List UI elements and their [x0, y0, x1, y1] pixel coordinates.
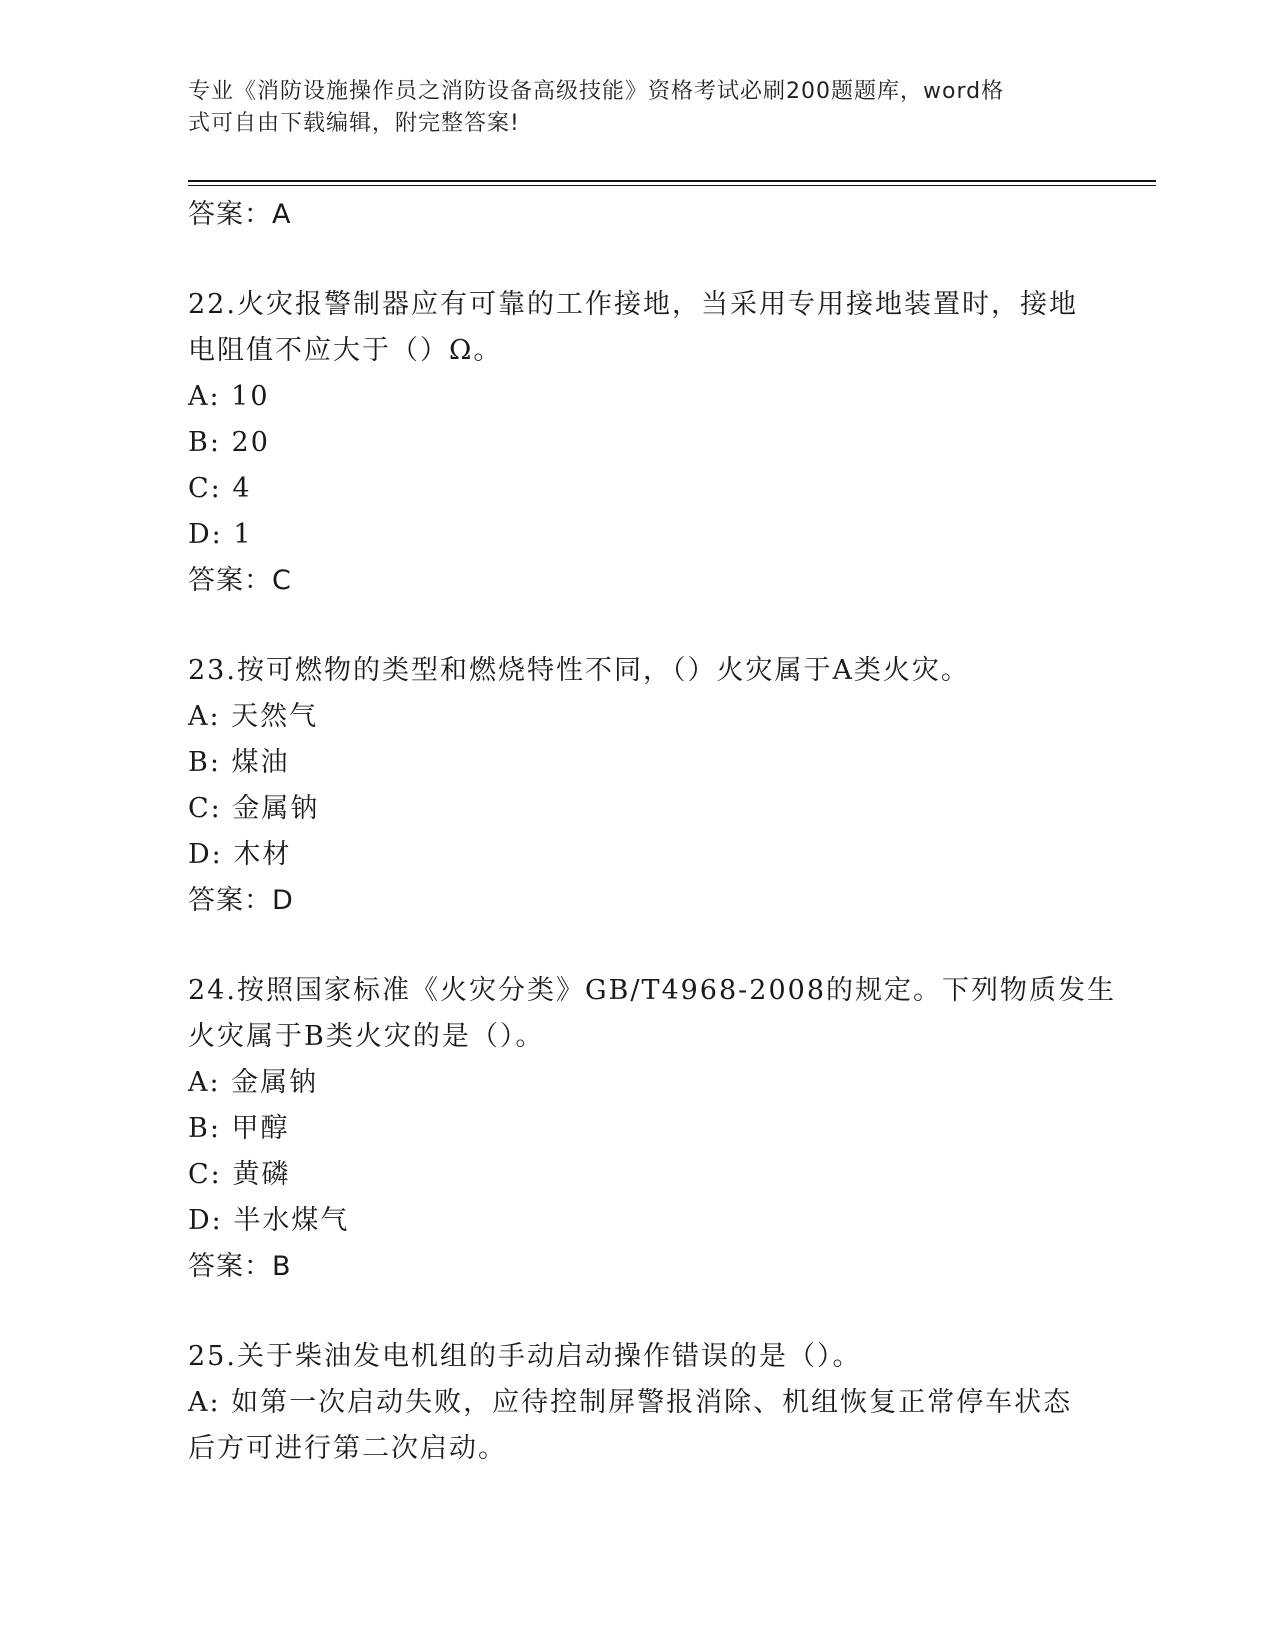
option-d: D: 半水煤气	[188, 1205, 350, 1236]
option-b: B: 20	[188, 427, 270, 458]
option-d: D: 1	[188, 519, 253, 550]
option-a: A: 金属钠	[188, 1067, 319, 1098]
option-b: B: 甲醇	[188, 1113, 290, 1144]
question-stem: 电阻值不应大于（）Ω。	[188, 335, 503, 366]
question-block	[188, 648, 1088, 924]
questions-content	[188, 192, 1117, 1472]
document-header	[188, 76, 1068, 140]
header-divider-thick	[188, 180, 1156, 182]
option-a: A: 天然气	[188, 701, 319, 732]
header-line-1: 专业《消防设施操作员之消防设备高级技能》资格考试必刷200题题库，word格	[188, 79, 1005, 104]
question-stem: 24.按照国家标准《火灾分类》GB/T4968-2008的规定。下列物质发生	[188, 975, 1117, 1006]
spacer	[188, 924, 1088, 968]
spacer	[188, 1290, 1088, 1334]
spacer	[188, 238, 1088, 282]
answer-line: 答案：A	[188, 199, 292, 230]
option-d: D: 木材	[188, 839, 292, 870]
answer-line: 答案：C	[188, 565, 292, 596]
question-stem: 火灾属于B类火灾的是（）。	[188, 1021, 545, 1052]
option-c: C: 黄磷	[188, 1159, 291, 1190]
question-block	[188, 1334, 1088, 1472]
header-divider-thin	[188, 185, 1156, 186]
question-stem: 22.火灾报警制器应有可靠的工作接地，当采用专用接地装置时，接地	[188, 289, 1078, 320]
question-block	[188, 282, 1088, 604]
option-b: B: 煤油	[188, 747, 290, 778]
option-a-continued: 后方可进行第二次启动。	[188, 1433, 507, 1464]
question-stem: 23.按可燃物的类型和燃烧特性不同，（）火灾属于A类火灾。	[188, 655, 970, 686]
spacer	[188, 604, 1088, 648]
header-line-2: 式可自由下载编辑，附完整答案!	[188, 111, 520, 136]
option-a: A: 如第一次启动失败，应待控制屏警报消除、机组恢复正常停车状态	[188, 1387, 1073, 1418]
answer-line: 答案：D	[188, 885, 294, 916]
question-stem: 25.关于柴油发电机组的手动启动操作错误的是（）。	[188, 1341, 862, 1372]
option-c: C: 金属钠	[188, 793, 320, 824]
question-block	[188, 968, 1117, 1290]
option-a: A: 10	[188, 381, 270, 412]
option-c: C: 4	[188, 473, 252, 504]
answer-line: 答案：B	[188, 1251, 292, 1282]
